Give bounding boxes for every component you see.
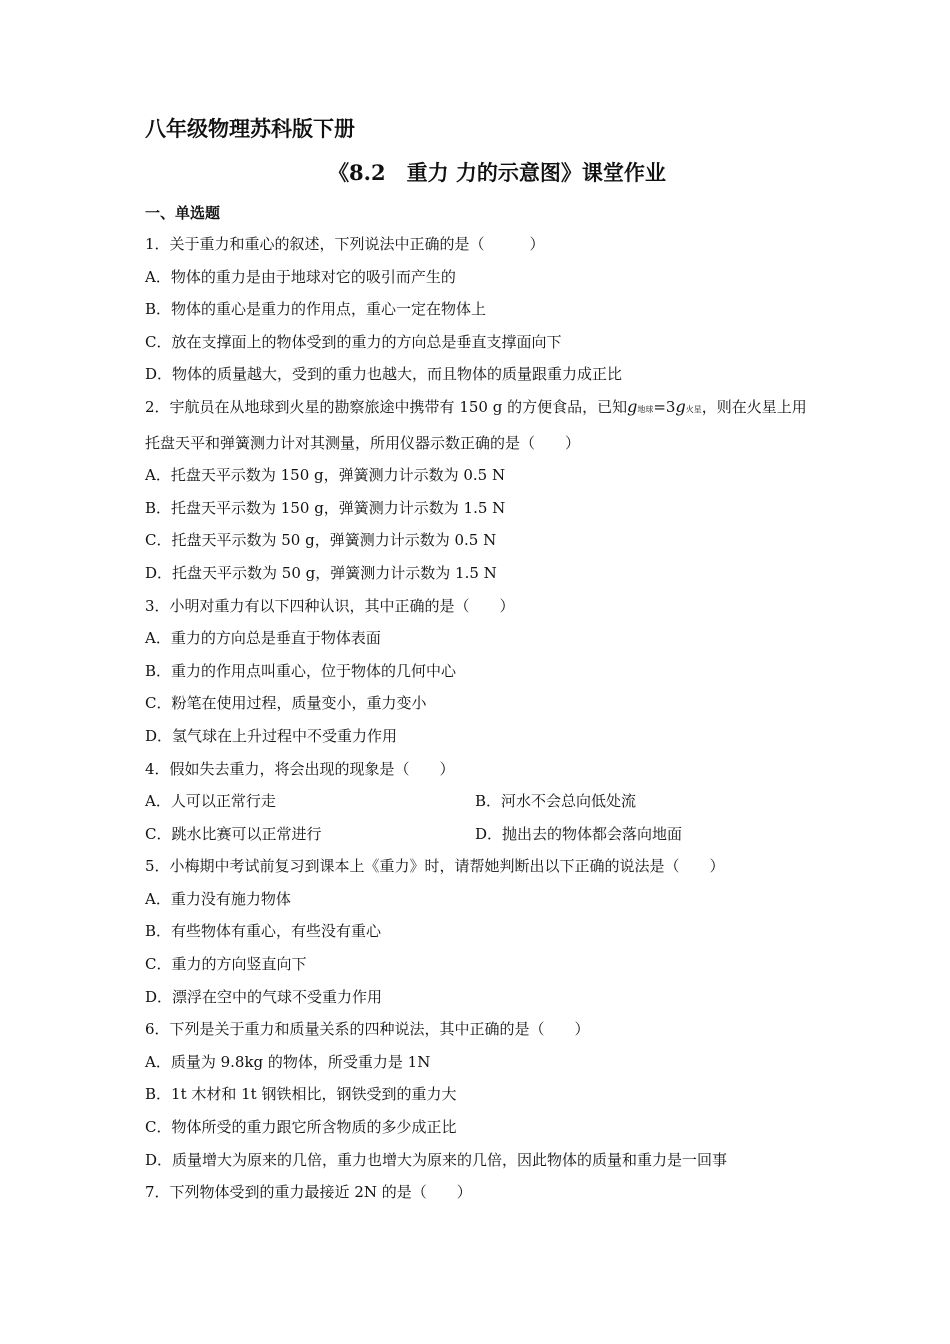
- question-stem: 5．小梅期中考试前复习到课本上《重力》时，请帮她判断出以下正确的说法是（ ）: [145, 857, 725, 876]
- option-b: B．物体的重心是重力的作用点，重心一定在物体上: [145, 300, 487, 319]
- question-stem: 1．关于重力和重心的叙述，下列说法中正确的是（ ）: [145, 235, 545, 253]
- option-d: D．托盘天平示数为 50 g，弹簧测力计示数为 1.5 N: [145, 563, 497, 582]
- option-a: A．物体的重力是由于地球对它的吸引而产生的: [145, 267, 456, 286]
- option-d: D．质量增大为原来的几倍，重力也增大为原来的几倍，因此物体的质量和重力是一回事: [145, 1150, 728, 1169]
- option-a: A．重力的方向总是垂直于物体表面: [145, 629, 381, 648]
- option-c: C．粉笔在使用过程，质量变小，重力变小: [145, 694, 427, 713]
- option-a: A．重力没有施力物体: [145, 889, 291, 908]
- option-a: A．质量为 9.8kg 的物体，所受重力是 1N: [145, 1052, 431, 1071]
- option-row: [145, 818, 810, 851]
- option-row: [145, 785, 810, 818]
- option-a: A．人可以正常行走: [145, 792, 276, 811]
- stem-text: 2．宇航员在从地球到火星的勘察旅途中携带有 150 g 的方便食品，已知: [145, 397, 628, 416]
- option-c: C．物体所受的重力跟它所含物质的多少成正比: [145, 1118, 457, 1137]
- option-b: B．1t 木材和 1t 钢铁相比，钢铁受到的重力大: [145, 1085, 457, 1104]
- option-d: D．抛出去的物体都会落向地面: [475, 824, 683, 843]
- option-b: B．重力的作用点叫重心，位于物体的几何中心: [145, 661, 457, 680]
- option-a: A．托盘天平示数为 150 g，弹簧测力计示数为 0.5 N: [145, 466, 506, 485]
- page-title: 《8.2 重力 力的示意图》课堂作业: [328, 160, 666, 185]
- stem-text: ，则在火星上用托盘天平和弹簧测力计对其测量，所用仪器示数正确的是（ ）: [145, 397, 807, 452]
- option-d: D．漂浮在空中的气球不受重力作用: [145, 987, 383, 1006]
- option-d: D．氢气球在上升过程中不受重力作用: [145, 726, 398, 745]
- equation-text: =3: [653, 397, 676, 416]
- course-name: 八年级物理苏科版下册: [145, 116, 355, 141]
- option-c: C．托盘天平示数为 50 g，弹簧测力计示数为 0.5 N: [145, 531, 497, 550]
- option-c: C．重力的方向竖直向下: [145, 955, 307, 974]
- question-stem: 6．下列是关于重力和质量关系的四种说法，其中正确的是（ ）: [145, 1020, 590, 1039]
- question-stem: 7．下列物体受到的重力最接近 2N 的是（ ）: [145, 1183, 472, 1202]
- option-b: B．托盘天平示数为 150 g，弹簧测力计示数为 1.5 N: [145, 498, 506, 517]
- option-b: B．有些物体有重心，有些没有重心: [145, 922, 382, 941]
- option-c: C．跳水比赛可以正常进行: [145, 824, 322, 843]
- option-b: B．河水不会总向低处流: [475, 792, 637, 811]
- section-heading: 一、单选题: [145, 204, 221, 222]
- g-symbol: g: [675, 396, 686, 416]
- subscript-earth: 地球: [637, 404, 654, 414]
- question-stem: 3．小明对重力有以下四种认识，其中正确的是（ ）: [145, 596, 515, 615]
- option-d: D．物体的质量越大，受到的重力也越大，而且物体的质量跟重力成正比: [145, 365, 623, 384]
- question-list: [145, 228, 810, 1209]
- g-symbol: g: [627, 396, 638, 416]
- question-stem: [145, 391, 810, 459]
- option-c: C．放在支撑面上的物体受到的重力的方向总是垂直支撑面向下: [145, 332, 562, 351]
- subscript-mars: 火星: [685, 404, 702, 414]
- question-stem: 4．假如失去重力，将会出现的现象是（ ）: [145, 759, 455, 778]
